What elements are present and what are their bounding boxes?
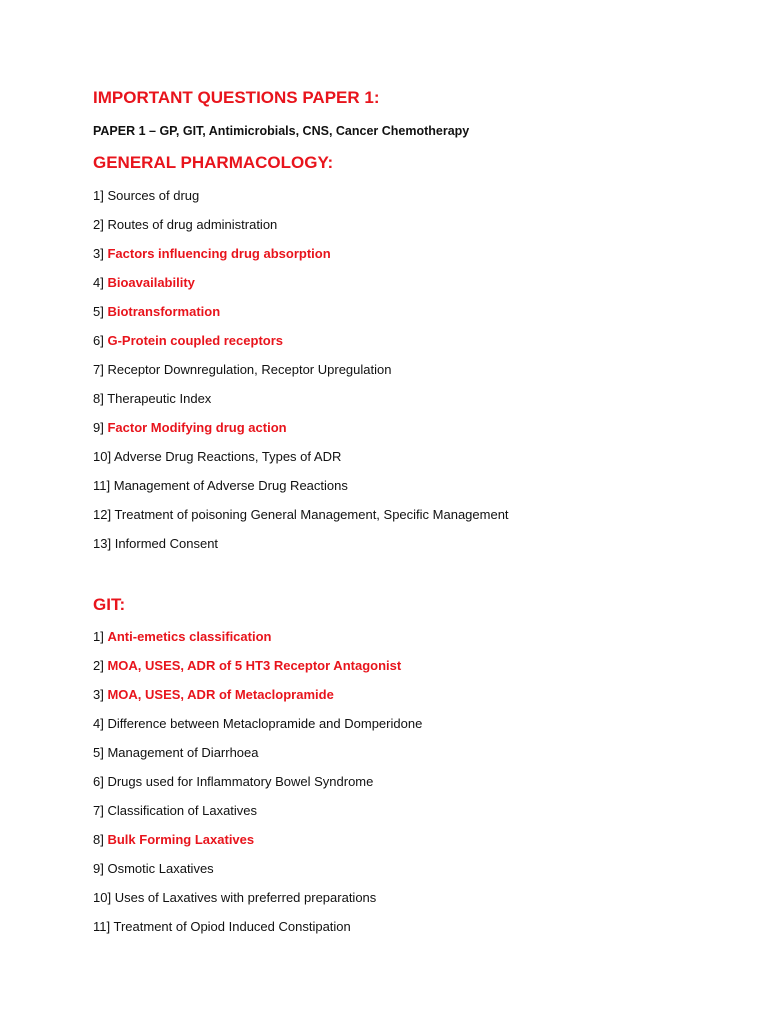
- list-item: [93, 246, 331, 261]
- list-item: [93, 890, 376, 905]
- list-item: [93, 658, 401, 673]
- list-item: [93, 333, 283, 348]
- item-text-highlighted: Biotransformation: [107, 304, 221, 319]
- list-item: [93, 629, 271, 644]
- document-title: IMPORTANT QUESTIONS PAPER 1:: [93, 88, 380, 107]
- item-text: Management of Adverse Drug Reactions: [113, 478, 348, 493]
- list-item: [93, 188, 199, 203]
- list-item: [93, 362, 391, 377]
- item-number: 1]: [93, 629, 104, 644]
- item-text-highlighted: MOA, USES, ADR of 5 HT3 Receptor Antagonist: [107, 658, 402, 673]
- list-item: [93, 687, 334, 702]
- item-number: 2]: [93, 217, 104, 232]
- item-number: 6]: [93, 774, 104, 789]
- item-text: Therapeutic Index: [107, 391, 212, 406]
- item-text: Treatment of Opiod Induced Constipation: [113, 919, 351, 934]
- list-item: [93, 507, 509, 522]
- list-item: [93, 304, 220, 319]
- item-number: 2]: [93, 658, 104, 673]
- list-item: [93, 391, 211, 406]
- list-item: [93, 420, 287, 435]
- item-text: Difference between Metaclopramide and Domperidone: [107, 716, 423, 731]
- list-item: [93, 919, 351, 934]
- item-text: Receptor Downregulation, Receptor Upregulation: [107, 362, 392, 377]
- item-text: Sources of drug: [107, 188, 200, 203]
- item-text-highlighted: Bioavailability: [107, 275, 195, 290]
- item-text: Osmotic Laxatives: [107, 861, 214, 876]
- list-item: [93, 832, 254, 847]
- item-number: 1]: [93, 188, 104, 203]
- item-number: 9]: [93, 420, 104, 435]
- item-text-highlighted: Bulk Forming Laxatives: [107, 832, 255, 847]
- item-number: 4]: [93, 716, 104, 731]
- item-text-highlighted: Factors influencing drug absorption: [107, 246, 331, 261]
- list-item: [93, 449, 341, 464]
- item-number: 13]: [93, 536, 112, 551]
- list-item: [93, 536, 218, 551]
- item-text: Treatment of poisoning General Management, Specific Management: [114, 507, 509, 522]
- item-number: 7]: [93, 803, 104, 818]
- item-number: 6]: [93, 333, 104, 348]
- item-number: 10]: [93, 449, 112, 464]
- item-text: Drugs used for Inflammatory Bowel Syndrome: [107, 774, 374, 789]
- item-number: 8]: [93, 832, 104, 847]
- list-item: [93, 803, 257, 818]
- list-item: [93, 745, 259, 760]
- item-number: 3]: [93, 246, 104, 261]
- list-item: [93, 275, 195, 290]
- item-number: 12]: [93, 507, 112, 522]
- item-text: Informed Consent: [114, 536, 219, 551]
- item-number: 5]: [93, 304, 104, 319]
- list-item: [93, 478, 348, 493]
- item-text: Management of Diarrhoea: [107, 745, 259, 760]
- item-text-highlighted: MOA, USES, ADR of Metaclopramide: [107, 687, 334, 702]
- list-item: [93, 217, 277, 232]
- item-text: Adverse Drug Reactions, Types of ADR: [113, 449, 342, 464]
- item-number: 11]: [93, 478, 111, 493]
- list-item: [93, 716, 422, 731]
- section-heading-general-pharmacology: GENERAL PHARMACOLOGY:: [93, 153, 334, 172]
- item-text: Routes of drug administration: [107, 217, 278, 232]
- section-heading-git: GIT:: [93, 595, 126, 614]
- item-number: 11]: [93, 919, 111, 934]
- list-item: [93, 774, 373, 789]
- item-text-highlighted: G-Protein coupled receptors: [107, 333, 284, 348]
- document-subtitle: PAPER 1 – GP, GIT, Antimicrobials, CNS, Cancer Chemotherapy: [93, 124, 470, 138]
- item-number: 3]: [93, 687, 104, 702]
- item-number: 8]: [93, 391, 104, 406]
- list-item: [93, 861, 214, 876]
- item-number: 10]: [93, 890, 112, 905]
- item-text: Uses of Laxatives with preferred preparations: [114, 890, 377, 905]
- item-number: 9]: [93, 861, 104, 876]
- item-number: 7]: [93, 362, 104, 377]
- item-text-highlighted: Factor Modifying drug action: [107, 420, 287, 435]
- item-number: 5]: [93, 745, 104, 760]
- item-number: 4]: [93, 275, 104, 290]
- item-text: Classification of Laxatives: [107, 803, 258, 818]
- item-text-highlighted: Anti-emetics classification: [107, 629, 272, 644]
